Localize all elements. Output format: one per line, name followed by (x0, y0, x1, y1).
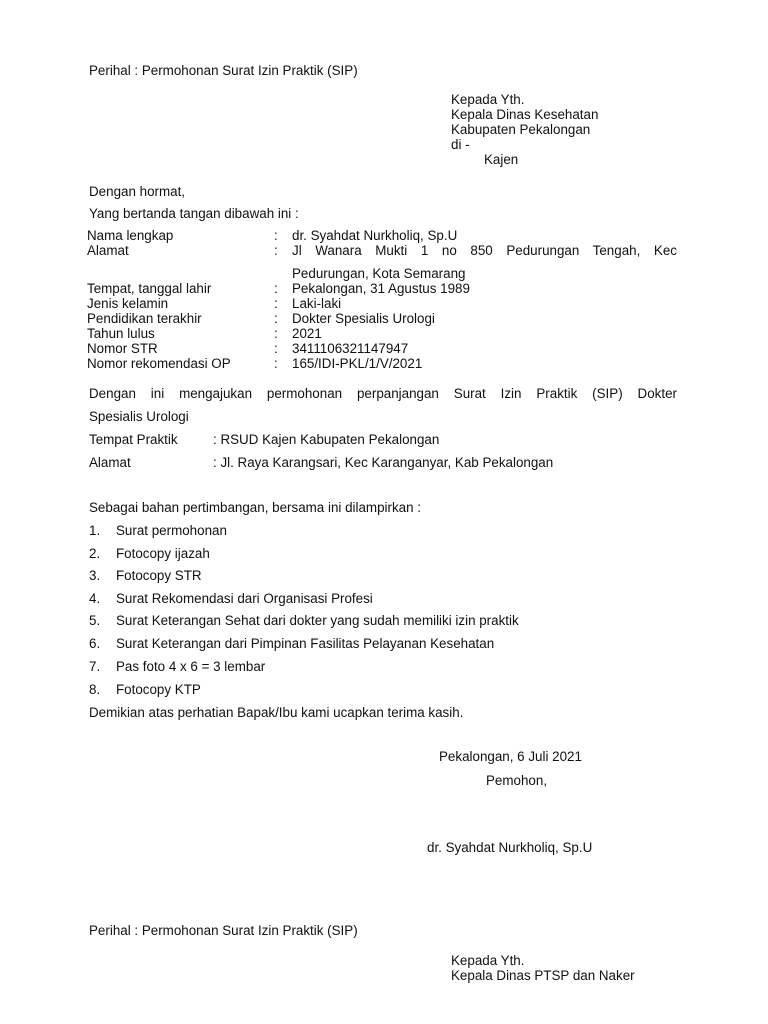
field-label: Tahun lulus (87, 326, 155, 341)
list-number: 8. (89, 682, 101, 697)
list-text: Fotocopy ijazah (116, 546, 210, 561)
field-label: Pendidikan terakhir (87, 311, 202, 326)
list-item (89, 568, 649, 584)
list-item (89, 591, 649, 607)
field-alamat-cont (87, 266, 677, 281)
field-label: Nama lengkap (87, 228, 174, 243)
list-text: Surat Keterangan dari Pimpinan Fasilitas Pelayanan Kesehatan (116, 636, 495, 651)
recipient-line: Kepala Dinas PTSP dan Naker (451, 968, 635, 983)
field-label: Nomor rekomendasi OP (87, 356, 231, 371)
field-value: 2021 (292, 326, 322, 341)
signature-name: dr. Syahdat Nurkholiq, Sp.U (427, 840, 593, 855)
field-colon: : (274, 341, 278, 356)
list-item (89, 546, 649, 562)
practice-address-label: Alamat (89, 455, 131, 470)
field-value: 3411106321147947 (292, 341, 409, 356)
field-value: Pekalongan, 31 Agustus 1989 (292, 281, 470, 296)
field-nama (87, 228, 677, 243)
recipient-block-page2 (451, 953, 635, 983)
place-date: Pekalongan, 6 Juli 2021 (439, 749, 582, 764)
list-number: 6. (89, 636, 101, 651)
list-text: Surat Rekomendasi dari Organisasi Profesi (116, 591, 373, 606)
list-number: 1. (89, 523, 101, 538)
field-label: Tempat, tanggal lahir (87, 281, 212, 296)
field-value: Laki-laki (292, 296, 342, 311)
list-number: 2. (89, 546, 101, 561)
list-number: 5. (89, 613, 101, 628)
closing-sentence: Demikian atas perhatian Bapak/Ibu kami ucapkan terima kasih. (89, 705, 464, 720)
subject-line: Perihal : Permohonan Surat Izin Praktik (SIP) (89, 63, 358, 78)
practice-address-row (89, 455, 677, 471)
list-item (89, 613, 649, 629)
list-text: Pas foto 4 x 6 = 3 lembar (116, 659, 266, 674)
practice-place-label: Tempat Praktik (89, 432, 178, 447)
list-item (89, 636, 649, 652)
list-number: 3. (89, 568, 101, 583)
list-text: Surat Keterangan Sehat dari dokter yang sudah memiliki izin praktik (116, 613, 519, 628)
attachments-intro: Sebagai bahan pertimbangan, bersama ini dilampirkan : (89, 500, 421, 515)
field-ttl (87, 281, 677, 296)
field-label: Nomor STR (87, 341, 158, 356)
recipient-line: di - (451, 137, 470, 152)
recipient-line: Kepada Yth. (451, 92, 525, 107)
practice-place-row (89, 432, 677, 448)
recipient-line: Kepala Dinas Kesehatan (451, 107, 599, 122)
field-pendidikan (87, 311, 677, 326)
list-number: 4. (89, 591, 101, 606)
applicant-role: Pemohon, (486, 773, 548, 788)
field-colon: : (274, 243, 278, 258)
field-colon: : (274, 228, 278, 243)
field-colon: : (274, 281, 278, 296)
field-op (87, 356, 677, 371)
intro-line: Yang bertanda tangan dibawah ini : (89, 206, 299, 221)
list-text: Surat permohonan (116, 523, 227, 538)
greeting: Dengan hormat, (89, 184, 186, 199)
practice-place-value: : RSUD Kajen Kabupaten Pekalongan (213, 432, 440, 447)
list-text: Fotocopy STR (116, 568, 202, 583)
field-label: Jenis kelamin (87, 296, 169, 311)
field-colon: : (274, 326, 278, 341)
recipient-line: Kabupaten Pekalongan (451, 122, 591, 137)
recipient-line: Kajen (484, 152, 519, 167)
request-paragraph-line1: Dengan ini mengajukan permohonan perpanjangan Surat Izin Praktik (SIP) Dokter (89, 386, 677, 401)
field-label: Alamat (87, 243, 129, 258)
field-alamat (87, 243, 677, 266)
applicant-fields (87, 228, 677, 371)
field-value: Dokter Spesialis Urologi (292, 311, 435, 326)
list-item (89, 523, 649, 539)
list-item (89, 682, 649, 698)
field-lulus (87, 326, 677, 341)
recipient-line: Kepada Yth. (451, 953, 525, 968)
list-text: Fotocopy KTP (116, 682, 201, 697)
field-value: Pedurungan, Kota Semarang (292, 266, 466, 281)
field-value: Jl Wanara Mukti 1 no 850 Pedurungan Tengah, Kec (292, 243, 677, 258)
field-value: dr. Syahdat Nurkholiq, Sp.U (292, 228, 458, 243)
request-paragraph-line2: Spesialis Urologi (89, 409, 189, 424)
practice-address-value: : Jl. Raya Karangsari, Kec Karanganyar, Kab Pekalongan (213, 455, 554, 470)
field-colon: : (274, 311, 278, 326)
field-str (87, 341, 677, 356)
field-colon: : (274, 296, 278, 311)
list-item (89, 659, 649, 675)
field-jk (87, 296, 677, 311)
field-value: 165/IDI-PKL/1/V/2021 (292, 356, 423, 371)
recipient-block (451, 92, 598, 167)
list-number: 7. (89, 659, 101, 674)
subject-line-page2: Perihal : Permohonan Surat Izin Praktik (SIP) (89, 923, 358, 938)
field-colon: : (274, 356, 278, 371)
